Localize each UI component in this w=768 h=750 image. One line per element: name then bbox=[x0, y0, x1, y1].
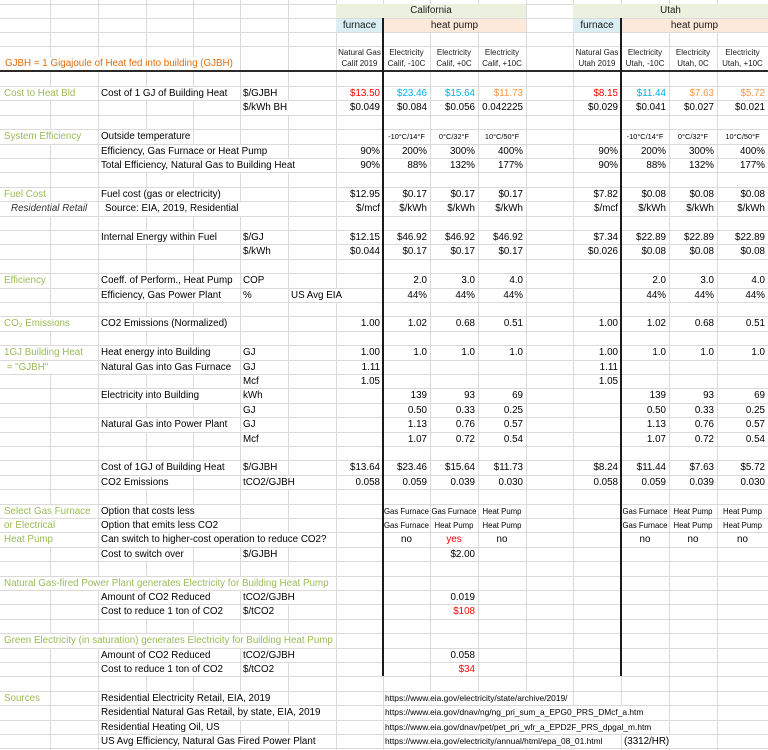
california-value-cell[interactable]: 44% bbox=[455, 289, 475, 301]
row-label[interactable]: Cost to reduce 1 ton of CO2 bbox=[99, 663, 226, 676]
utah-value-cell[interactable]: $22.89 bbox=[636, 232, 666, 243]
unit-label[interactable]: $/tCO2 bbox=[241, 605, 277, 618]
california-value-cell[interactable]: $0.044 bbox=[350, 246, 380, 258]
utah-value-cell[interactable]: $7.82 bbox=[593, 188, 618, 200]
section-label[interactable]: Heat Pump bbox=[1, 533, 56, 546]
utah-value-cell[interactable]: 132% bbox=[688, 160, 714, 171]
row-label[interactable]: Efficiency, Gas Power Plant bbox=[99, 289, 224, 302]
california-value-cell[interactable]: 0.50 bbox=[407, 404, 427, 416]
row-label[interactable]: Natural Gas into Power Plant bbox=[99, 418, 230, 431]
california-value-cell[interactable]: 0.058 bbox=[450, 649, 475, 661]
utah-value-cell[interactable]: 1.13 bbox=[646, 419, 666, 431]
unit-label[interactable]: GJ bbox=[241, 418, 259, 431]
section-label[interactable]: Select Gas Furnace bbox=[1, 505, 94, 518]
california-value-cell[interactable]: 3.0 bbox=[461, 275, 475, 287]
california-value-cell[interactable]: 1.0 bbox=[461, 347, 475, 359]
gjbh-definition-note[interactable]: GJBH = 1 Gigajoule of Heat fed into building (GJBH) bbox=[1, 57, 236, 70]
unit-label[interactable]: GJ bbox=[241, 404, 259, 417]
california-value-cell[interactable]: 1.05 bbox=[360, 376, 380, 387]
note-label[interactable]: US Avg EIA bbox=[289, 289, 345, 302]
utah-value-cell[interactable]: $0.029 bbox=[588, 102, 618, 114]
california-value-cell[interactable]: 44% bbox=[503, 289, 523, 301]
california-value-cell[interactable]: 1.00 bbox=[360, 318, 380, 330]
utah-value-cell[interactable]: 3.0 bbox=[700, 275, 714, 287]
utah-value-cell[interactable]: 1.00 bbox=[598, 318, 618, 330]
utah-value-cell[interactable]: 90% bbox=[598, 145, 618, 157]
utah-value-cell[interactable]: $8.15 bbox=[593, 88, 618, 99]
utah-value-cell[interactable]: 400% bbox=[739, 145, 765, 157]
unit-label[interactable]: tCO2/GJBH bbox=[241, 649, 298, 662]
row-label[interactable]: CO2 Emissions bbox=[99, 476, 172, 489]
utah-value-cell[interactable]: $/kWh bbox=[638, 203, 666, 215]
column-header-california-natural-gas[interactable] bbox=[336, 46, 383, 71]
source-link[interactable]: https://www.eia.gov/electricity/annual/html/epa_08_01.html bbox=[384, 735, 605, 748]
utah-value-cell[interactable]: 0.058 bbox=[593, 476, 618, 488]
heat-pump-header-california[interactable]: heat pump bbox=[383, 19, 526, 33]
utah-value-cell[interactable]: $11.44 bbox=[636, 88, 666, 99]
utah-value-cell[interactable]: 44% bbox=[646, 289, 666, 301]
utah-value-cell[interactable]: 300% bbox=[688, 145, 714, 157]
utah-value-cell[interactable]: $0.08 bbox=[689, 188, 714, 200]
row-label[interactable]: Total Efficiency, Natural Gas to Building Heat bbox=[99, 159, 298, 172]
row-label[interactable]: Residential Natural Gas Retail, by state, EIA, 2019 bbox=[99, 706, 323, 719]
california-value-cell[interactable]: $108 bbox=[453, 606, 475, 618]
utah-value-cell[interactable]: $0.021 bbox=[735, 102, 765, 114]
california-value-cell[interactable]: 0.059 bbox=[402, 476, 427, 488]
source-link[interactable]: https://www.eia.gov/dnav/pet/pet_pri_wfr_a_EPD2F_PRS_dpgal_m.htm bbox=[384, 721, 654, 734]
row-label[interactable]: Efficiency, Gas Furnace or Heat Pump bbox=[99, 145, 270, 158]
utah-value-cell[interactable]: $11.44 bbox=[636, 462, 666, 474]
column-header-line1: Natural Gas bbox=[338, 48, 381, 57]
row-label[interactable]: Option that costs less bbox=[99, 505, 198, 518]
utah-value-cell[interactable]: 139 bbox=[649, 390, 666, 402]
utah-value-cell[interactable]: $5.72 bbox=[740, 462, 765, 474]
column-header-utah-electricity-minus10[interactable] bbox=[621, 46, 669, 71]
utah-value-cell[interactable]: 88% bbox=[646, 160, 666, 171]
unit-label[interactable]: GJ bbox=[241, 346, 259, 359]
row-label[interactable]: Cost of 1 GJ of Building Heat bbox=[99, 87, 230, 100]
column-header-line2: Calif, +10C bbox=[482, 58, 522, 68]
unit-label[interactable]: $/GJBH bbox=[241, 87, 280, 100]
unit-label[interactable]: $/GJBH bbox=[241, 461, 280, 474]
california-value-cell[interactable]: $13.64 bbox=[350, 462, 380, 474]
california-value-cell[interactable]: 0.68 bbox=[455, 318, 475, 330]
utah-value-cell[interactable]: $22.89 bbox=[735, 232, 765, 243]
utah-value-cell[interactable]: 0.68 bbox=[694, 318, 714, 330]
column-header-line1: Electricity bbox=[484, 48, 520, 57]
utah-value-cell[interactable]: $8.24 bbox=[593, 462, 618, 474]
section-label[interactable]: Cost to Heat Bld bbox=[1, 87, 78, 100]
utah-value-cell[interactable]: $/kWh bbox=[737, 203, 765, 215]
california-value-cell[interactable]: $0.084 bbox=[397, 102, 427, 114]
california-value-cell[interactable]: 0.54 bbox=[503, 433, 523, 445]
california-value-cell[interactable]: $11.73 bbox=[493, 462, 523, 474]
california-value-cell[interactable]: 90% bbox=[360, 160, 380, 171]
california-value-cell[interactable]: 300% bbox=[449, 145, 475, 157]
california-value-cell[interactable]: 0.57 bbox=[503, 419, 523, 431]
row-label[interactable]: Natural Gas into Gas Furnace bbox=[99, 361, 234, 374]
utah-value-cell[interactable]: 0°C/32°F bbox=[677, 132, 709, 142]
california-value-cell[interactable]: 0°C/32°F bbox=[438, 132, 470, 142]
utah-value-cell[interactable]: $0.08 bbox=[740, 188, 765, 200]
row-label[interactable]: Cost to reduce 1 ton of CO2 bbox=[99, 605, 226, 618]
utah-value-cell[interactable]: 1.07 bbox=[646, 433, 666, 445]
utah-value-cell[interactable]: 10°C/50°F bbox=[725, 132, 760, 142]
utah-value-cell[interactable]: Heat Pump bbox=[722, 506, 762, 516]
row-label[interactable]: Residential Heating Oil, US bbox=[99, 721, 223, 734]
utah-value-cell[interactable]: 177% bbox=[739, 160, 765, 171]
column-header-line1: Electricity bbox=[725, 48, 760, 57]
california-value-cell[interactable]: $46.92 bbox=[397, 232, 427, 243]
section-label[interactable]: CO₂ Emissions bbox=[1, 317, 73, 330]
unit-label[interactable]: $/kWh bbox=[241, 245, 274, 258]
california-value-cell[interactable]: $0.17 bbox=[450, 188, 475, 200]
utah-value-cell[interactable]: 0.33 bbox=[694, 404, 714, 416]
utah-value-cell[interactable]: 2.0 bbox=[652, 275, 666, 287]
california-value-cell[interactable]: 0.72 bbox=[455, 433, 475, 445]
california-value-cell[interactable]: $0.17 bbox=[498, 246, 523, 258]
unit-label[interactable]: COP bbox=[241, 274, 267, 287]
column-header-california-electricity-plus10[interactable] bbox=[478, 46, 526, 71]
california-value-cell[interactable]: 90% bbox=[360, 145, 380, 157]
unit-label[interactable]: Mcf bbox=[241, 433, 262, 446]
heat-pump-header-utah[interactable]: heat pump bbox=[621, 19, 768, 33]
region-header-utah[interactable]: Utah bbox=[573, 4, 768, 18]
section-label[interactable]: Fuel Cost bbox=[1, 188, 49, 201]
utah-value-cell[interactable]: 1.05 bbox=[598, 376, 618, 387]
region-header-california[interactable]: California bbox=[336, 4, 526, 18]
california-value-cell[interactable]: 2.0 bbox=[413, 275, 427, 287]
utah-value-cell[interactable]: 0.030 bbox=[740, 476, 765, 488]
california-value-cell[interactable]: $23.46 bbox=[397, 462, 427, 474]
california-value-cell[interactable]: 132% bbox=[449, 160, 475, 171]
row-label[interactable]: Cost of 1GJ of Building Heat bbox=[99, 461, 228, 474]
utah-value-cell[interactable]: 4.0 bbox=[751, 275, 765, 287]
row-label[interactable]: Can switch to higher-cost operation to reduce CO2? bbox=[99, 533, 329, 546]
utah-value-cell[interactable]: $7.34 bbox=[593, 232, 618, 243]
california-value-cell[interactable]: 1.11 bbox=[361, 361, 380, 373]
california-value-cell[interactable]: 0.25 bbox=[503, 404, 523, 416]
column-header-utah-electricity-plus10[interactable] bbox=[717, 46, 768, 71]
utah-value-cell[interactable]: 200% bbox=[640, 145, 666, 157]
section-label[interactable]: or Electrical bbox=[1, 519, 58, 532]
utah-value-cell[interactable]: 1.0 bbox=[700, 347, 714, 359]
utah-value-cell[interactable]: $0.026 bbox=[588, 246, 618, 258]
california-value-cell[interactable]: $34 bbox=[458, 664, 475, 675]
unit-label[interactable]: $/kWh BH bbox=[241, 101, 290, 114]
california-value-cell[interactable]: $2.00 bbox=[450, 548, 475, 560]
california-value-cell[interactable]: 400% bbox=[497, 145, 523, 157]
utah-value-cell[interactable]: 0.039 bbox=[689, 476, 714, 488]
california-value-cell[interactable]: $23.46 bbox=[397, 88, 427, 99]
utah-value-cell[interactable]: $0.027 bbox=[684, 102, 714, 114]
california-value-cell[interactable]: 88% bbox=[407, 160, 427, 171]
source-link[interactable]: https://www.eia.gov/electricity/state/archive/2019/ bbox=[384, 692, 570, 705]
row-label[interactable]: Heat energy into Building bbox=[99, 346, 213, 359]
california-value-cell[interactable]: $46.92 bbox=[493, 232, 523, 243]
utah-value-cell[interactable]: $/kWh bbox=[686, 203, 714, 215]
utah-value-cell[interactable]: 1.0 bbox=[652, 347, 666, 359]
column-header-line1: Natural Gas bbox=[575, 48, 619, 57]
california-value-cell[interactable]: $/kWh bbox=[399, 203, 427, 215]
unit-label[interactable]: $/GJ bbox=[241, 231, 267, 244]
california-value-cell[interactable]: 0.51 bbox=[503, 318, 523, 330]
column-header-california-electricity-0[interactable] bbox=[430, 46, 478, 71]
section-label[interactable]: Sources bbox=[1, 692, 43, 705]
utah-value-cell[interactable]: $0.041 bbox=[636, 102, 666, 114]
california-value-cell[interactable]: $/mcf bbox=[356, 203, 380, 215]
utah-value-cell[interactable]: 44% bbox=[745, 289, 765, 301]
section-banner[interactable]: Green Electricity (in saturation) generates Electricity for Building Heat Pump bbox=[1, 634, 336, 647]
row-label[interactable]: Coeff. of Perform., Heat Pump bbox=[99, 274, 236, 287]
unit-label[interactable]: Mcf bbox=[241, 375, 262, 388]
california-value-cell[interactable]: $12.15 bbox=[350, 232, 380, 243]
column-header-utah-electricity-0[interactable] bbox=[669, 46, 717, 71]
california-value-cell[interactable]: 10°C/50°F bbox=[484, 132, 520, 142]
utah-value-cell[interactable]: $22.89 bbox=[684, 232, 714, 243]
california-value-cell[interactable]: yes bbox=[446, 534, 462, 546]
utah-value-cell[interactable]: 0.57 bbox=[745, 419, 765, 431]
row-label[interactable]: Source: EIA, 2019, Residential bbox=[99, 202, 241, 215]
utah-furnace-divider bbox=[620, 18, 622, 676]
utah-value-cell[interactable]: Gas Furnace bbox=[622, 506, 668, 516]
california-value-cell[interactable]: $15.64 bbox=[445, 88, 475, 99]
utah-value-cell[interactable]: $0.08 bbox=[641, 246, 666, 258]
utah-value-cell[interactable]: no bbox=[737, 534, 748, 546]
row-label[interactable]: Electricity into Building bbox=[99, 389, 202, 402]
california-value-cell[interactable]: Heat Pump bbox=[434, 521, 474, 530]
column-header-line1: Electricity bbox=[389, 48, 424, 57]
utah-value-cell[interactable]: Heat Pump bbox=[673, 521, 713, 530]
utah-value-cell[interactable]: 90% bbox=[598, 160, 618, 171]
utah-value-cell[interactable]: 0.76 bbox=[694, 419, 714, 431]
row-label[interactable]: Residential Electricity Retail, EIA, 2019 bbox=[99, 692, 273, 705]
utah-value-cell[interactable]: 0.50 bbox=[646, 404, 666, 416]
california-value-cell[interactable]: Gas Furnace bbox=[383, 506, 430, 516]
california-value-cell[interactable]: -10°C/14°F bbox=[388, 132, 425, 142]
source-note[interactable]: (3312/HR) bbox=[622, 735, 672, 748]
utah-value-cell[interactable]: Gas Furnace bbox=[622, 521, 668, 530]
source-link[interactable]: https://www.eia.gov/dnav/ng/ng_pri_sum_a_EPG0_PRS_DMcf_a.htm bbox=[384, 706, 646, 719]
california-value-cell[interactable]: 1.13 bbox=[407, 419, 427, 431]
california-value-cell[interactable]: 139 bbox=[410, 390, 427, 402]
utah-value-cell[interactable]: 1.11 bbox=[599, 361, 618, 373]
utah-value-cell[interactable]: 93 bbox=[703, 390, 714, 402]
row-label[interactable]: Amount of CO2 Reduced bbox=[99, 591, 213, 604]
california-value-cell[interactable]: 4.0 bbox=[509, 275, 523, 287]
california-value-cell[interactable]: Heat Pump bbox=[482, 506, 522, 516]
row-label[interactable]: CO2 Emissions (Normalized) bbox=[99, 317, 230, 330]
row-label[interactable]: US Avg Efficiency, Natural Gas Fired Power Plant bbox=[99, 735, 319, 748]
utah-value-cell[interactable]: Heat Pump bbox=[673, 506, 713, 516]
california-value-cell[interactable]: 200% bbox=[401, 145, 427, 157]
california-value-cell[interactable]: $0.17 bbox=[450, 246, 475, 258]
utah-value-cell[interactable]: 0.54 bbox=[745, 433, 765, 445]
california-value-cell[interactable]: $0.17 bbox=[498, 188, 523, 200]
california-value-cell[interactable]: 44% bbox=[407, 289, 427, 301]
row-label[interactable]: Internal Energy within Fuel bbox=[99, 231, 220, 244]
california-value-cell[interactable]: $15.64 bbox=[445, 462, 475, 474]
california-value-cell[interactable]: $12.95 bbox=[350, 188, 380, 200]
row-label[interactable]: Outside temperature bbox=[99, 130, 193, 143]
california-value-cell[interactable]: 1.0 bbox=[413, 347, 427, 359]
utah-value-cell[interactable]: 69 bbox=[754, 390, 765, 402]
california-value-cell[interactable]: 0.019 bbox=[450, 592, 475, 603]
section-label[interactable]: = "GJBH" bbox=[1, 361, 51, 374]
unit-label[interactable]: tCO2/GJBH bbox=[241, 591, 298, 604]
utah-value-cell[interactable]: $7.63 bbox=[689, 88, 714, 99]
column-header-california-electricity-minus10[interactable] bbox=[383, 46, 430, 71]
column-header-line2: Calif, -10C bbox=[387, 58, 426, 68]
utah-value-cell[interactable]: 0.51 bbox=[745, 318, 765, 330]
row-label[interactable]: Fuel cost (gas or electricity) bbox=[99, 188, 224, 201]
california-value-cell[interactable]: $/kWh bbox=[447, 203, 475, 215]
california-value-cell[interactable]: 0.33 bbox=[455, 404, 475, 416]
california-value-cell[interactable]: $11.73 bbox=[493, 88, 523, 99]
california-value-cell[interactable]: 1.0 bbox=[509, 347, 523, 359]
california-value-cell[interactable]: $46.92 bbox=[445, 232, 475, 243]
utah-value-cell[interactable]: $0.08 bbox=[689, 246, 714, 258]
utah-value-cell[interactable]: $7.63 bbox=[689, 462, 714, 474]
utah-value-cell[interactable]: $/mcf bbox=[594, 203, 618, 215]
california-value-cell[interactable]: Gas Furnace bbox=[431, 506, 477, 516]
utah-value-cell[interactable]: -10°C/14°F bbox=[626, 132, 664, 142]
california-value-cell[interactable]: $/kWh bbox=[495, 203, 523, 215]
california-value-cell[interactable]: $0.049 bbox=[350, 102, 380, 114]
furnace-header-utah[interactable]: furnace bbox=[573, 19, 621, 33]
california-value-cell[interactable]: 69 bbox=[512, 390, 523, 402]
furnace-header-california[interactable]: furnace bbox=[336, 19, 383, 33]
unit-label[interactable]: $/tCO2 bbox=[241, 663, 277, 676]
utah-value-cell[interactable]: 0.72 bbox=[694, 433, 714, 445]
column-header-line1: Electricity bbox=[627, 48, 663, 57]
column-header-line2: Utah, +10C bbox=[722, 58, 763, 68]
utah-value-cell[interactable]: no bbox=[687, 534, 699, 546]
california-value-cell[interactable]: 1.07 bbox=[407, 433, 427, 445]
california-value-cell[interactable]: Heat Pump bbox=[482, 521, 522, 530]
column-header-utah-natural-gas[interactable] bbox=[573, 46, 621, 71]
utah-value-cell[interactable]: no bbox=[639, 534, 651, 546]
utah-value-cell[interactable]: $5.72 bbox=[740, 88, 765, 99]
unit-label[interactable]: $/GJBH bbox=[241, 548, 280, 561]
section-label[interactable]: Efficiency bbox=[1, 274, 49, 287]
section-banner[interactable]: Natural Gas-fired Power Plant generates Electricity for Building Heat Pump bbox=[1, 577, 332, 590]
unit-label[interactable]: kWh bbox=[241, 389, 266, 402]
utah-value-cell[interactable]: Heat Pump bbox=[722, 521, 762, 530]
utah-value-cell[interactable]: 0.059 bbox=[641, 476, 666, 488]
column-header-line2: Utah, 0C bbox=[677, 58, 709, 68]
row-label[interactable]: Amount of CO2 Reduced bbox=[99, 649, 213, 662]
utah-value-cell[interactable]: 1.02 bbox=[646, 318, 666, 330]
california-value-cell[interactable]: 0.058 bbox=[355, 476, 380, 488]
unit-label[interactable]: % bbox=[241, 289, 255, 302]
column-header-line2: Calif, +0C bbox=[436, 58, 472, 68]
california-value-cell[interactable]: 177% bbox=[497, 160, 523, 171]
column-header-line1: Electricity bbox=[436, 48, 472, 57]
utah-value-cell[interactable]: 0.25 bbox=[745, 404, 765, 416]
unit-label[interactable]: GJ bbox=[241, 361, 259, 374]
column-header-line2: Utah, -10C bbox=[625, 58, 665, 68]
utah-value-cell[interactable]: 44% bbox=[694, 289, 714, 301]
section-label[interactable]: System Efficiency bbox=[1, 130, 84, 143]
section-label[interactable]: 1GJ Building Heat bbox=[1, 346, 86, 359]
california-value-cell[interactable]: Gas Furnace bbox=[383, 521, 430, 530]
utah-value-cell[interactable]: $0.08 bbox=[740, 246, 765, 258]
california-value-cell[interactable]: 1.00 bbox=[360, 347, 380, 359]
california-value-cell[interactable]: 0.039 bbox=[450, 476, 475, 488]
utah-value-cell[interactable]: 1.0 bbox=[751, 347, 765, 359]
unit-label[interactable]: tCO2/GJBH bbox=[241, 476, 298, 489]
california-value-cell[interactable]: 0.042225 bbox=[482, 102, 523, 114]
column-header-line2: Utah 2019 bbox=[578, 58, 616, 68]
california-value-cell[interactable]: $0.17 bbox=[402, 246, 427, 258]
header-bottom-border bbox=[0, 70, 768, 72]
california-value-cell[interactable]: 0.030 bbox=[498, 476, 523, 488]
california-value-cell[interactable]: no bbox=[496, 534, 508, 546]
california-value-cell[interactable]: $13.50 bbox=[350, 88, 380, 99]
column-header-line2: Calif 2019 bbox=[341, 58, 378, 68]
california-furnace-divider bbox=[382, 18, 384, 676]
utah-value-cell[interactable]: $0.08 bbox=[641, 188, 666, 200]
california-value-cell[interactable]: $0.17 bbox=[402, 188, 427, 200]
california-value-cell[interactable]: 0.76 bbox=[455, 419, 475, 431]
california-value-cell[interactable]: 93 bbox=[464, 390, 475, 402]
subsection-label[interactable]: Residential Retail bbox=[1, 202, 90, 215]
california-value-cell[interactable]: $0.056 bbox=[445, 102, 475, 114]
row-label[interactable]: Cost to switch over bbox=[99, 548, 187, 561]
california-value-cell[interactable]: 1.02 bbox=[407, 318, 427, 330]
utah-value-cell[interactable]: 1.00 bbox=[598, 347, 618, 359]
row-label[interactable]: Option that emits less CO2 bbox=[99, 519, 221, 532]
column-header-line1: Electricity bbox=[675, 48, 711, 57]
california-value-cell[interactable]: no bbox=[401, 534, 412, 546]
